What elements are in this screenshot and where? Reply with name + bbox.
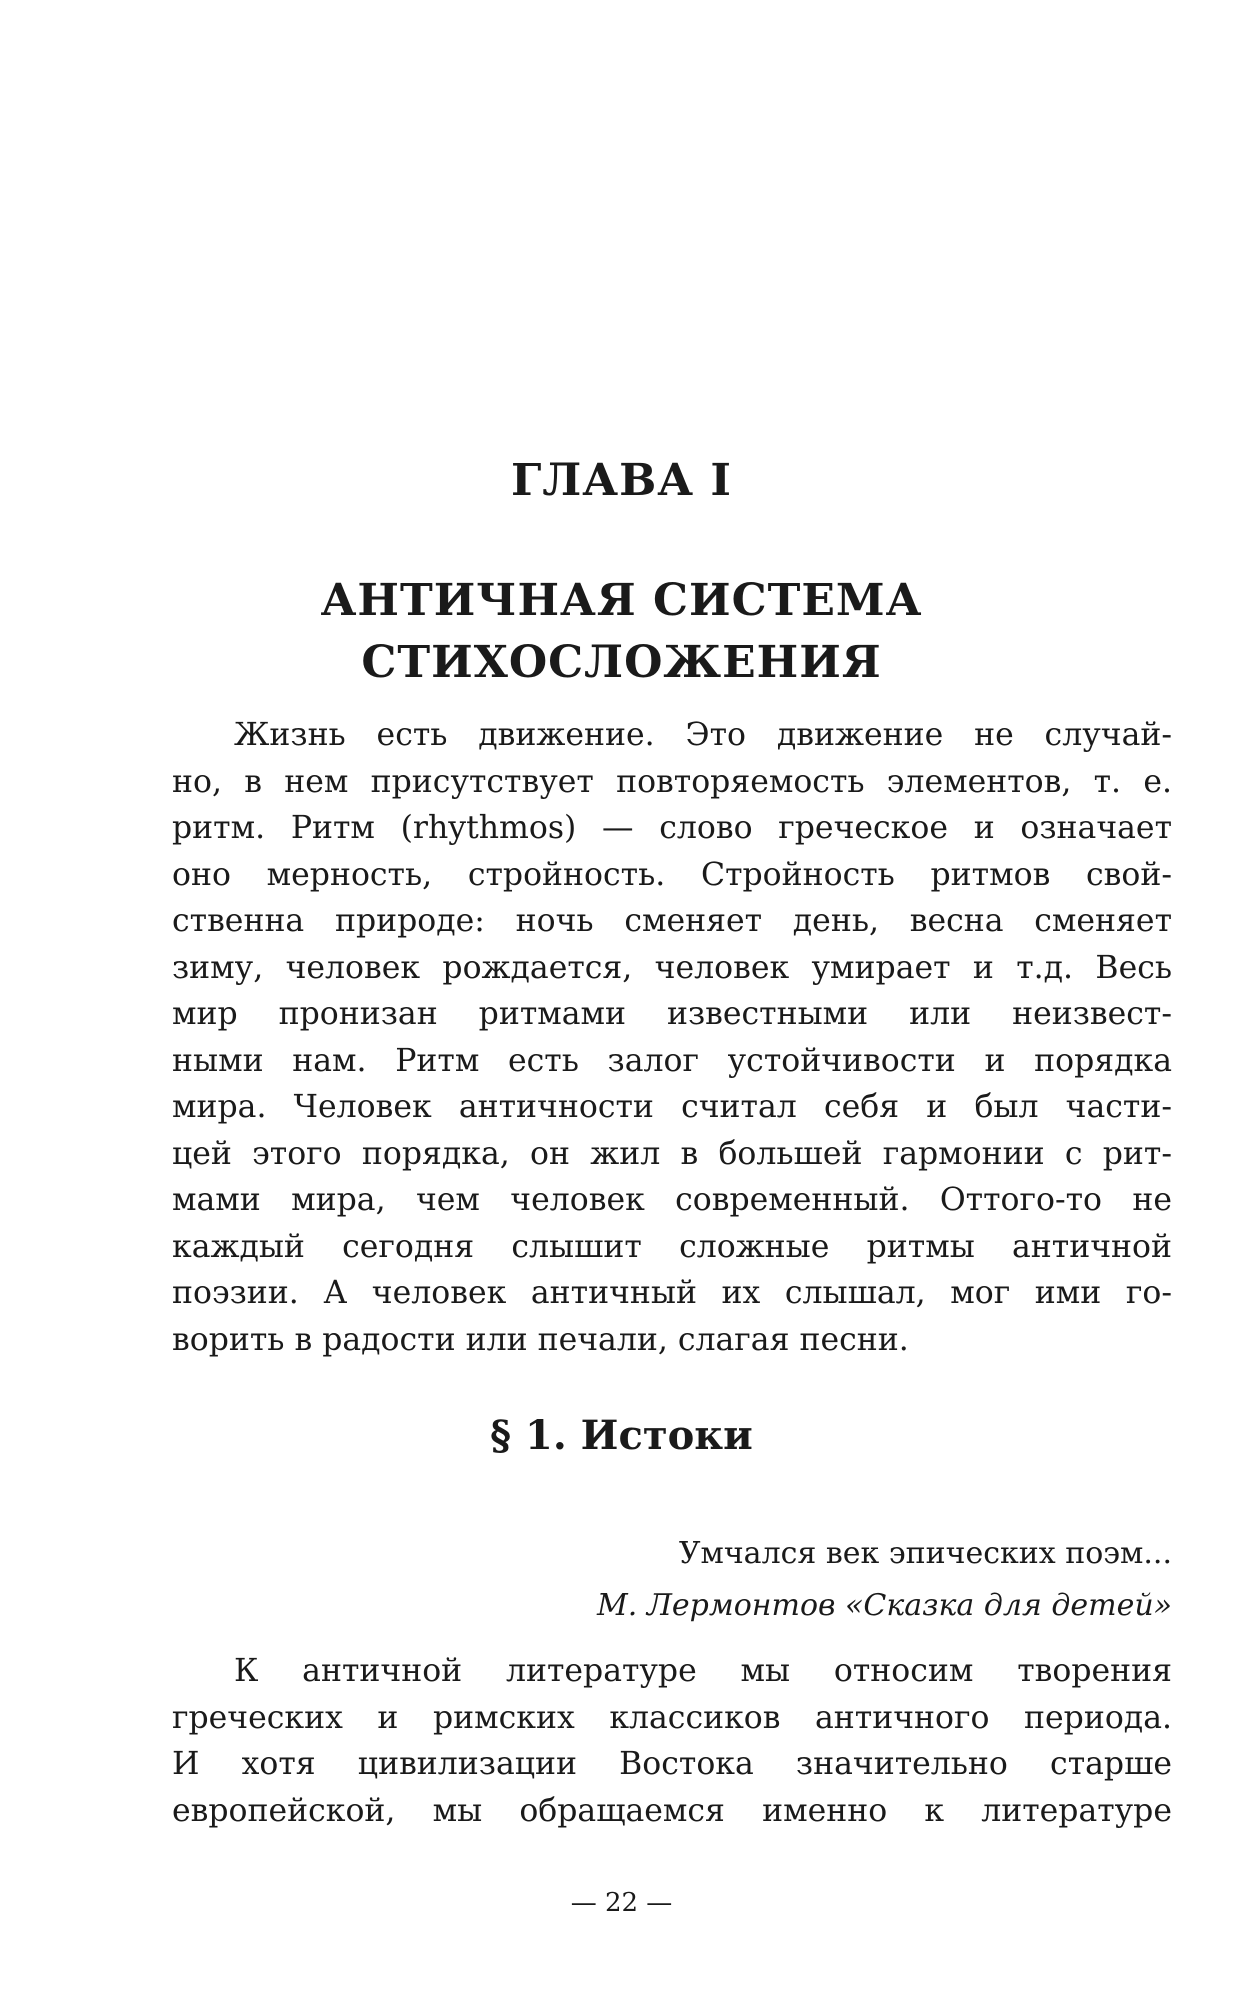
text-line: греческих и римских классиков античного периода. <box>172 1699 1172 1736</box>
body-paragraph <box>172 1648 1172 1834</box>
text-line: И хотя цивилизации Востока значительно старше <box>172 1746 1172 1782</box>
text-line: европейской, мы обращаемся именно к литературе <box>172 1792 1172 1829</box>
epigraph-author: М. Лермонтов «Сказка для детей» <box>597 1588 1172 1623</box>
chapter-title <box>0 570 1243 694</box>
text-line: оно мерность, стройность. Стройность ритмов свой- <box>172 856 1172 893</box>
text-line: Жизнь есть движение. Это движение не случай- <box>234 717 1172 753</box>
text-line: каждый сегодня слышит сложные ритмы античной <box>172 1228 1172 1265</box>
page-number: — 22 — <box>570 1888 673 1918</box>
text-line: ритм. Ритм (rhythmos) — слово греческое и означает <box>172 810 1172 846</box>
chapter-label: ГЛАВА I <box>510 455 733 506</box>
chapter-title-line: СТИХОСЛОЖЕНИЯ <box>361 637 882 688</box>
text-line: поэзии. А человек античный их слышал, мог ими го- <box>172 1275 1172 1311</box>
text-line: мами мира, чем человек современный. Оттого-то не <box>172 1182 1172 1218</box>
section-heading: § 1. Истоки <box>490 1412 753 1459</box>
text-line: ственна природе: ночь сменяет день, весна сменяет <box>172 903 1172 939</box>
text-line: мир пронизан ритмами известными или неизвест- <box>172 996 1172 1032</box>
text-line: К античной литературе мы относим творения <box>234 1653 1172 1689</box>
text-line: ными нам. Ритм есть залог устойчивости и порядка <box>172 1042 1172 1079</box>
text-line: ворить в радости или печали, слагая песни. <box>172 1321 909 1358</box>
epigraph-text: Умчался век эпических поэм... <box>678 1536 1172 1571</box>
text-line: но, в нем присутствует повторяемость элементов, т. е. <box>172 763 1172 800</box>
text-line: зиму, человек рождается, человек умирает и т.д. Весь <box>172 949 1172 986</box>
chapter-title-line: АНТИЧНАЯ СИСТЕМА <box>320 575 923 626</box>
intro-paragraph <box>172 712 1172 1363</box>
text-line: цей этого порядка, он жил в большей гармонии с рит- <box>172 1135 1172 1172</box>
text-line: мира. Человек античности считал себя и был части- <box>172 1089 1172 1125</box>
